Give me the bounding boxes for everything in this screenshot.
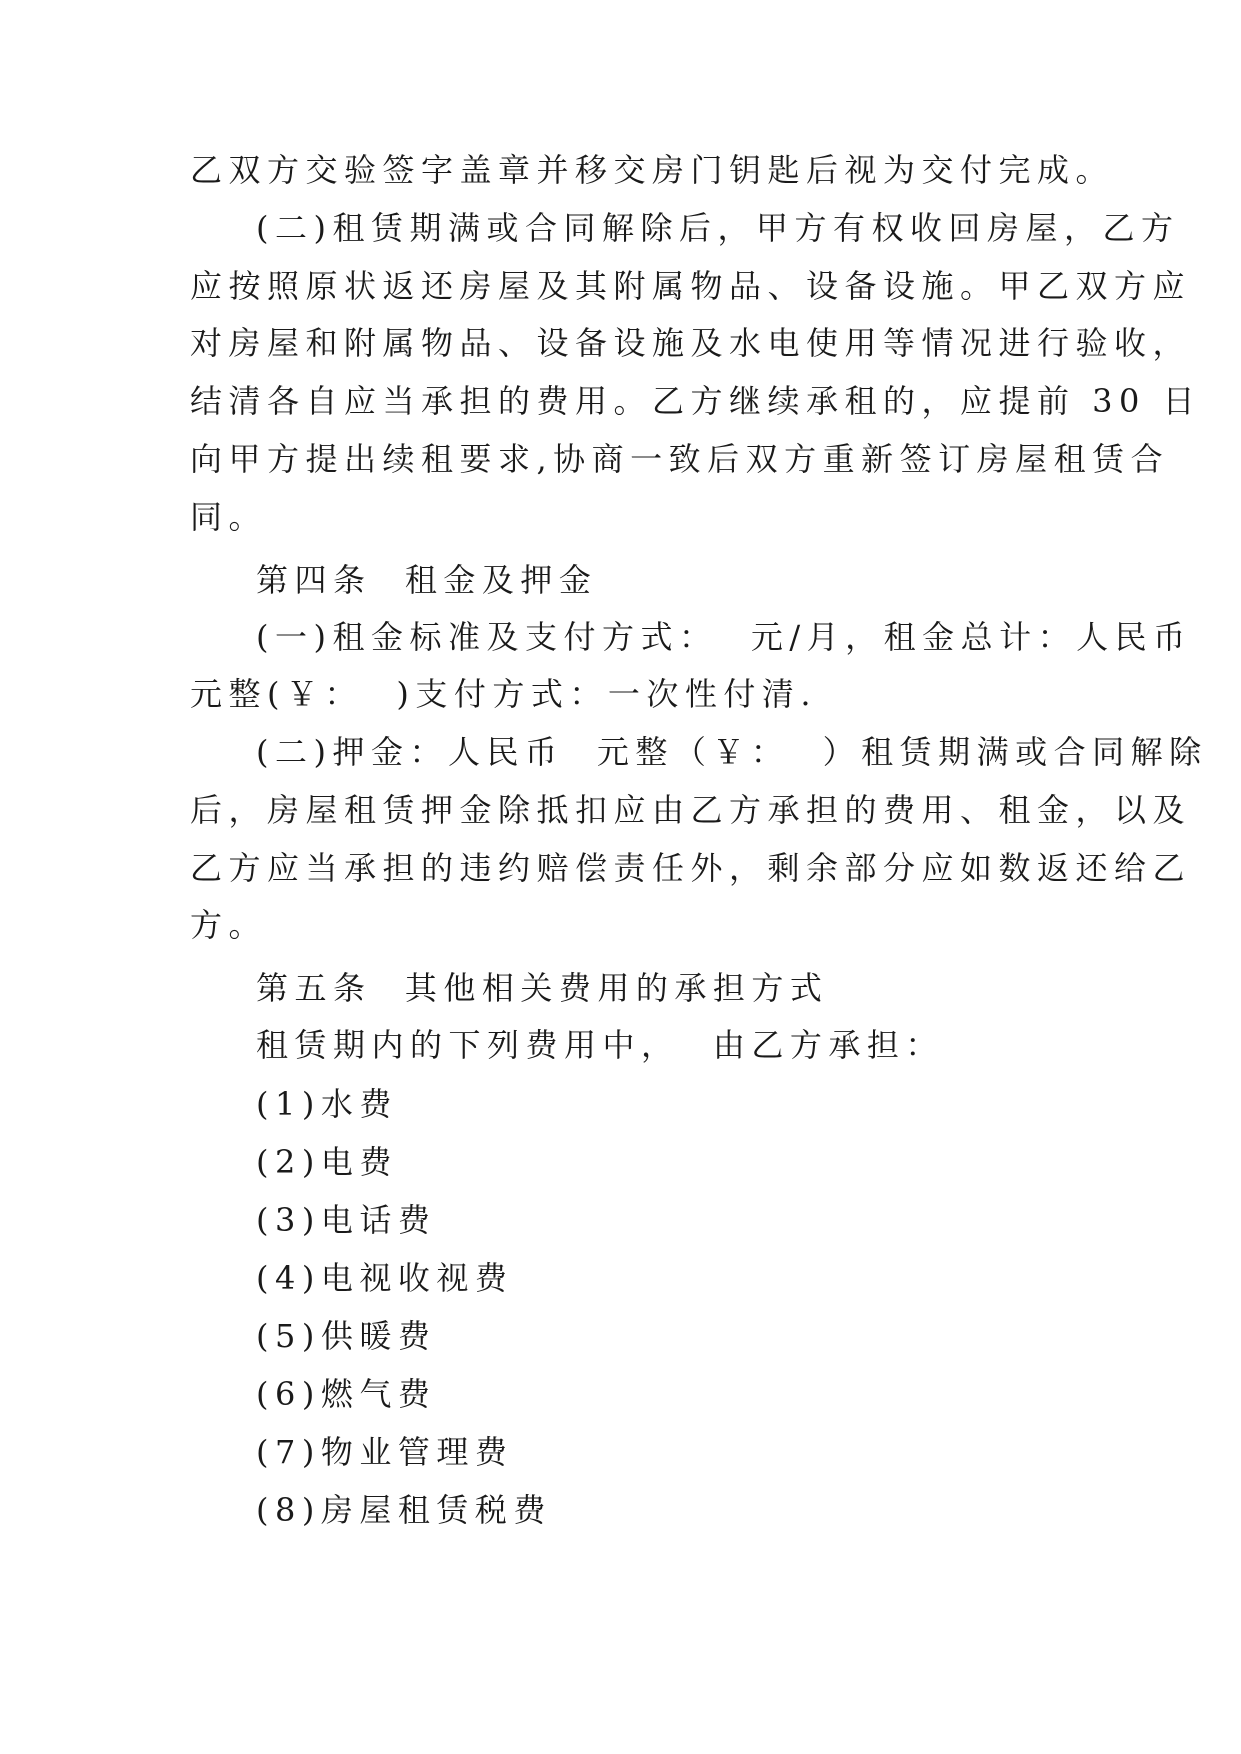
paragraph-line: 乙双方交验签字盖章并移交房门钥匙后视为交付完成。 [190, 151, 1115, 189]
section-heading-article-5: 第五条 其他相关费用的承担方式 [256, 969, 829, 1007]
list-item: (8)房屋租赁税费 [256, 1491, 552, 1529]
paragraph-line: 乙方应当承担的违约赔偿责任外，剩余部分应如数返还给乙 [190, 849, 1192, 887]
paragraph-line: 对房屋和附属物品、设备设施及水电使用等情况进行验收， [190, 324, 1192, 362]
section-heading-article-4: 第四条 租金及押金 [256, 561, 598, 599]
list-item: (5)供暖费 [256, 1317, 437, 1355]
list-item: (7)物业管理费 [256, 1433, 514, 1471]
list-item: (6)燃气费 [256, 1375, 437, 1413]
list-item: (2)电费 [256, 1143, 398, 1181]
paragraph-line: 租赁期内的下列费用中， 由乙方承担： [256, 1026, 944, 1064]
paragraph-line: 元整(￥： )支付方式：一次性付清. [190, 675, 817, 713]
paragraph-line: 向甲方提出续租要求,协商一致后双方重新签订房屋租赁合 [190, 440, 1170, 478]
paragraph-line: 应按照原状返还房屋及其附属物品、设备设施。甲乙双方应 [190, 267, 1192, 305]
paragraph-line: 方。 [190, 906, 268, 944]
list-item: (4)电视收视费 [256, 1259, 514, 1297]
list-item: (1)水费 [256, 1085, 398, 1123]
paragraph-line: (二)押金：人民币 元整（￥： ）租赁期满或合同解除 [256, 733, 1208, 771]
list-item: (3)电话费 [256, 1201, 437, 1239]
paragraph-line: 同。 [190, 498, 268, 536]
paragraph-line: 结清各自应当承担的费用。乙方继续承租的，应提前 30 日 [190, 382, 1202, 420]
paragraph-line: (二)租赁期满或合同解除后，甲方有权收回房屋，乙方 [256, 209, 1180, 247]
paragraph-line: 后，房屋租赁押金除抵扣应由乙方承担的费用、租金，以及 [190, 791, 1192, 829]
paragraph-line: (一)租金标准及支付方式： 元/月，租金总计：人民币 [256, 618, 1192, 656]
